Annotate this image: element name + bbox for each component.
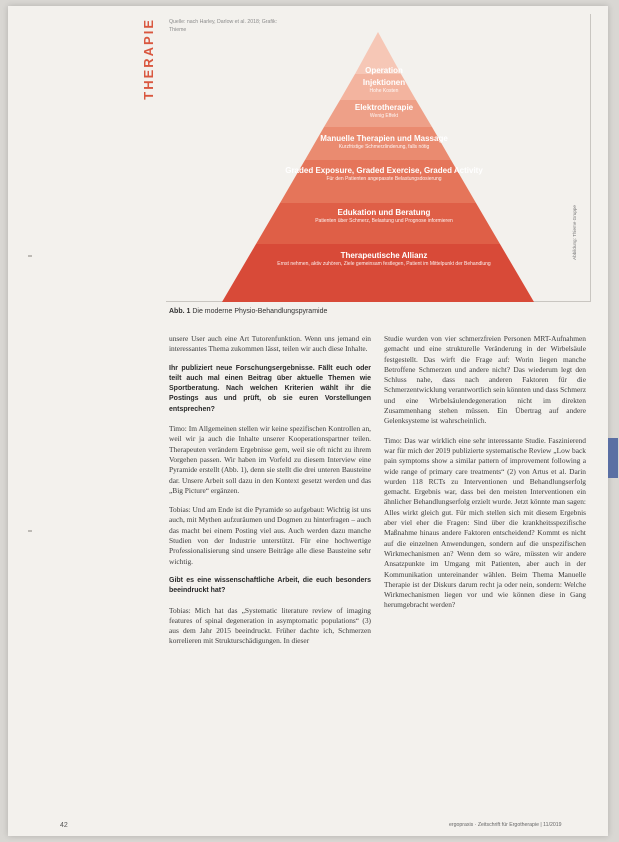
- pyramid-label-electro: [260, 103, 508, 120]
- pyramid-subtitle: Für den Patienten angepasste Belastungsdosierung: [326, 176, 442, 182]
- pyramid-label-education: [260, 208, 508, 225]
- section-label: THERAPIE: [141, 18, 156, 100]
- pyramid-title: Injektionen: [362, 78, 406, 87]
- pyramid-title: Edukation und Beratung: [337, 208, 431, 217]
- caption-label: Abb. 1: [169, 308, 191, 315]
- paragraph: Tobias: Mich hat das „Systematic literature review of imaging features of spinal degeneration in asymptomatic populations“ (3) aus dem Jahr 2015 beeindruckt. Früher dachte ich, Schmerzen korrelieren mit Strukturschädigungen. In dieser: [169, 605, 371, 646]
- pyramid-title: Therapeutische Allianz: [340, 251, 428, 260]
- caption-text: Die moderne Physio-Behandlungspyramide: [192, 308, 328, 315]
- paragraph: unsere User auch eine Art Tutorenfunktion. Wenn uns jemand ein interessantes Thema zukommen lässt, teilen wir auch diese Inhalte.: [169, 334, 371, 354]
- right-column: [384, 334, 586, 620]
- left-column: [169, 334, 371, 656]
- pyramid-subtitle: Ernst nehmen, aktiv zuhören, Ziele gemeinsam festlegen, Patient im Mittelpunkt der Behandlung: [277, 261, 491, 267]
- pyramid-label-manual: [260, 134, 508, 151]
- pyramid-label-graded: [260, 166, 508, 183]
- pyramid-subtitle: Hohe Kosten: [369, 88, 399, 94]
- interview-question: Ihr publiziert neue Forschungsergebnisse. Fällt euch oder teilt auch mal einen Beitrag über aktuelle Themen wie Sportberatung. Nach welchen Kriterien wählt ihr die Postings aus und prüft, ob sie euren Vorstellungen entsprechen?: [169, 364, 371, 413]
- pyramid-label-injections: [260, 78, 508, 95]
- pyramid-subtitle: Wenig Effekt: [369, 113, 399, 119]
- pyramid-title: Manuelle Therapien und Massage: [320, 134, 448, 143]
- figure-source: Quelle: nach Harley, Darlow et al. 2018; Grafik: Thieme: [169, 19, 278, 33]
- pyramid-subtitle: Kurzfristige Schmerzlinderung, falls nötig: [338, 144, 430, 150]
- margin-mark: [28, 255, 32, 257]
- pyramid-title: Graded Exposure, Graded Exercise, Graded Activity: [285, 166, 483, 175]
- paragraph: Studie wurden von vier schmerzfreien Personen MRT-Aufnahmen gemacht und eine strukturelle Veränderung in der Wirbelsäule festgestellt. Das wirft die Frage auf: Worin liegen manche Betroffene Schmerzen und andere nicht? Das wiederum legt den Schluss nahe, dass nach anderen Faktoren für die Schmerzentwicklung verantwortlich sein könnten und dass Schmerz und eine Wirbelsäulendegeneration nicht im direkten Zusammenhang stehen müssen. Ein Übertrag auf andere Gelenksysteme ist wahrscheinlich.: [384, 334, 586, 426]
- publication-footer: ergopraxis · Zeitschrift für Ergotherapie | 11/2019: [449, 822, 562, 828]
- paragraph: Timo: Im Allgemeinen stellen wir keine spezifischen Kontrollen an, weil wir ja auch die Inhalte unserer Kooperationspartner teilen. Therapeuten verändern Ergebnisse gern, weil sie oft nicht zu ihrem Vorgehen passen. Wir haben im Vorfeld zu diesem Interview eine Pyramide erstellt (Abb. 1), denn sie stellt die drei unteren Bausteine dar. Unsere Arbeit soll dazu in den Kontext gesetzt werden und das „Big Picture“ ergänzen.: [169, 424, 371, 495]
- figure-caption: [169, 308, 589, 315]
- pyramid-title: Elektrotherapie: [354, 103, 414, 112]
- figure-credit: Abbildung: Thieme Gruppe: [572, 205, 577, 260]
- interview-question: Gibt es eine wissenschaftliche Arbeit, die euch besonders beeindruckt hat?: [169, 576, 371, 595]
- page-number: 42: [60, 822, 68, 829]
- paragraph: Timo: Das war wirklich eine sehr interessante Studie. Faszinierend war für mich der 2019 publizierte systematische Review „Low back pain symptoms show a similar pattern of improvement following a wide range of primary care treatments“ (2) von Artus et al. Darin wurden 118 RCTs zu Interventionen und Behandlungserfolg gemacht. Ergebnis war, dass bei den meisten Interventionen ein ähnlicher Behandlungserfolg erzielt wurde. Jetzt könnte man sagen: Alles wirkt gleich gut. Für mich stellen sich mit diesem Ergebnis aber viel eher die Fragen: Sind über die krankheitsspezifische Maßnahme hinaus andere Faktoren entscheidend? Kommt es nicht auf die einzelnen Anwendungen, sondern auf die unspezifischen Wirkmechanismen an? Wenn dem so wäre, müssten wir andere Ansatzpunkte im Umgang mit Patienten, aber auch in der Kommunikation untereinander wählen. Beim Thema Manuelle Therapie ist der Diskurs darum recht ja oder nein, sondern: Welche Wirkmechanismen liegen vor und wie können diese in Gang herumgebracht werden?: [384, 435, 586, 610]
- page-edge-tab: [608, 438, 618, 478]
- paragraph: Tobias: Und am Ende ist die Pyramide so aufgebaut: Wichtig ist uns auch, mit Mythen aufzuräumen und Dogmen zu hinterfragen – auch das macht bei einem Posting viel aus. Auch werden dazu manche Studien von der Industrie unterstützt. Für eine hochwertige Professionalisierung sind unsere Beiträge alle diese Bausteine sehr wichtig.: [169, 505, 371, 566]
- pyramid-label-operation: [260, 66, 508, 76]
- pyramid-title: Operation: [365, 66, 403, 75]
- margin-mark: [28, 530, 32, 532]
- pyramid-subtitle: Patienten über Schmerz, Belastung und Prognose informieren: [315, 218, 453, 224]
- pyramid-label-alliance: [260, 251, 508, 268]
